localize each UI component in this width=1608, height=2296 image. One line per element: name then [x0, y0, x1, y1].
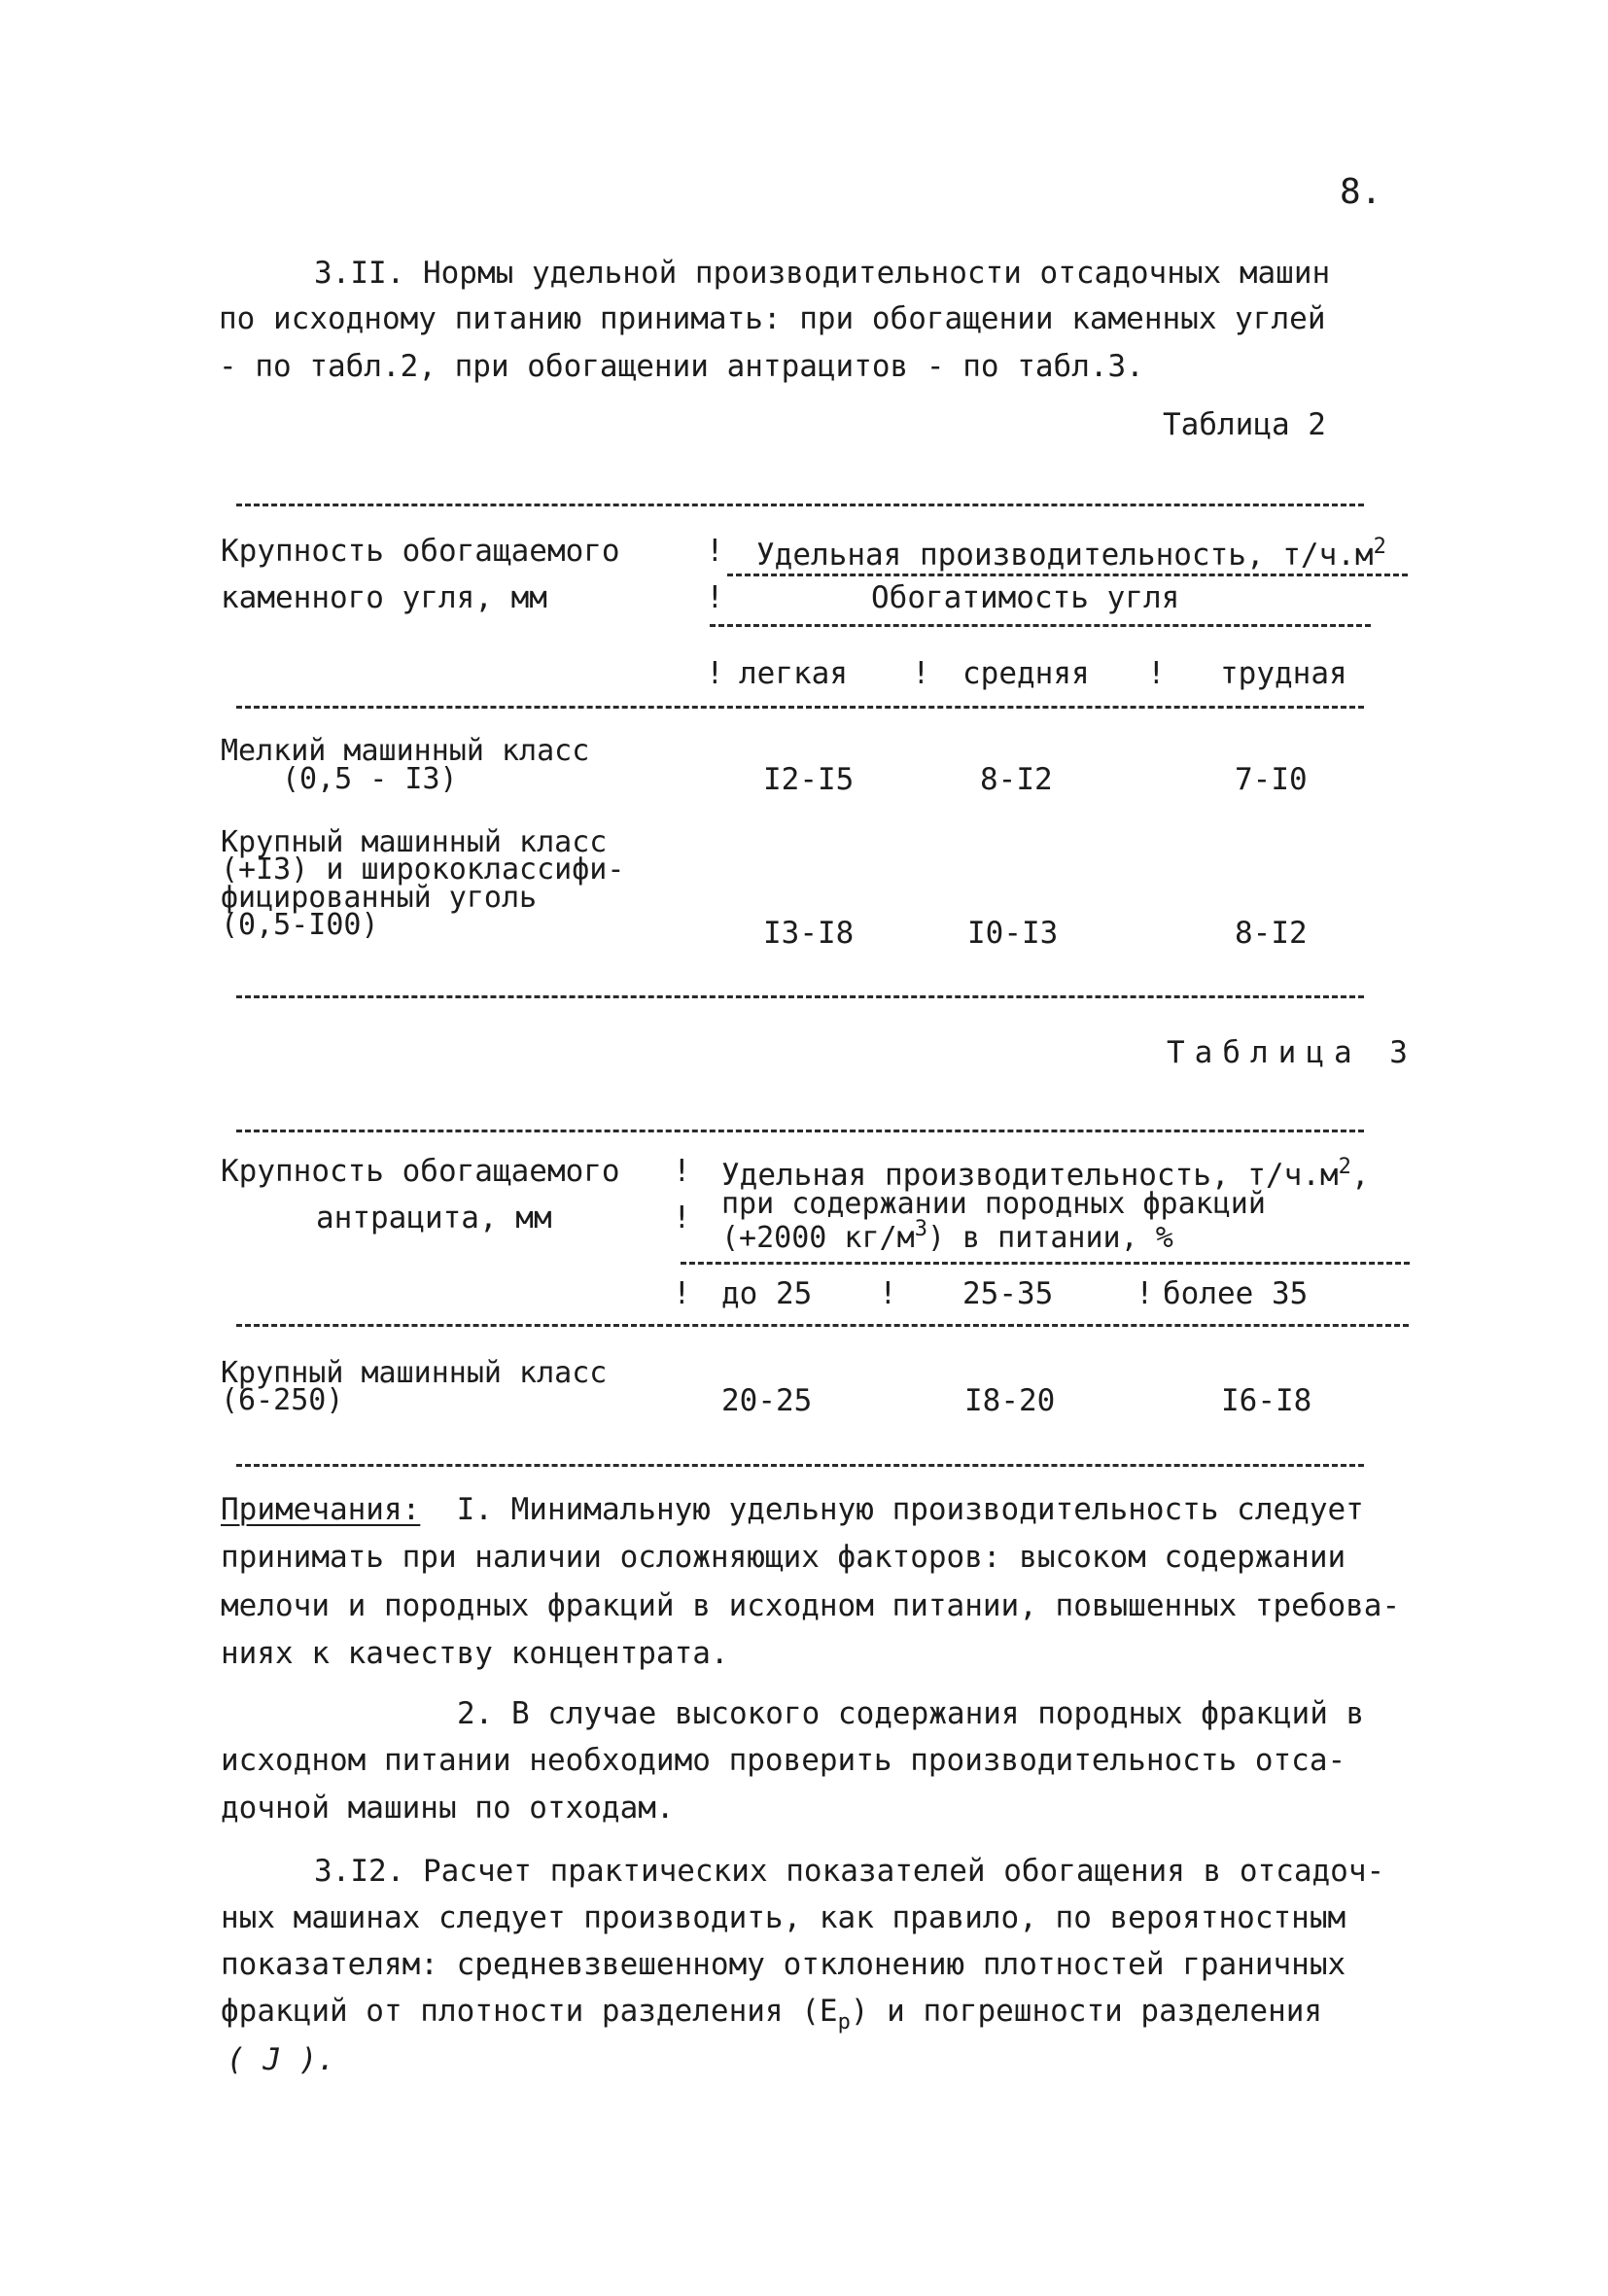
table-3-header-rule	[681, 1262, 1410, 1265]
table-2-row-2-label-line-1: Крупный машинный класс	[221, 825, 608, 859]
table-3-bottom-rule	[236, 1464, 1364, 1467]
table-2-bottom-rule	[236, 995, 1364, 998]
table-3-header-main-text: Удельная производительность, т/ч.м	[721, 1158, 1339, 1193]
table-2-column-separator: !	[1147, 656, 1166, 691]
table-3-column-separator: !	[673, 1276, 691, 1311]
table-3-header-main-superscript: 2	[1338, 1155, 1351, 1179]
paragraph-3-12-subscript: p	[837, 2010, 851, 2035]
table-2-header-rule	[727, 574, 1408, 576]
note-1-line-2: принимать при наличии осложняющих факторов: высоком содержании	[221, 1540, 1346, 1575]
note-2-line-2: исходном питании необходимо проверить производительность отса-	[221, 1743, 1346, 1778]
table-2-header-main	[756, 537, 1386, 571]
table-3-column-separator: !	[673, 1200, 691, 1235]
table-3-header-line-1: при содержании породных фракций	[721, 1187, 1266, 1221]
table-2-column-separator: !	[706, 534, 724, 569]
note-2-line-3: дочной машины по отходам.	[221, 1791, 675, 1826]
table-3-header-main	[721, 1157, 1369, 1191]
table-2-column-header-light: легкая	[739, 656, 848, 691]
table-3-row-1-value-over-35: I6-I8	[1221, 1383, 1312, 1418]
table-2-row-1-label-line-1: Мелкий машинный класс	[221, 734, 590, 768]
paragraph-3-12-line-4-pre: фракций от плотности разделения (E	[221, 1994, 838, 2029]
table-2-column-separator: !	[706, 580, 724, 615]
table-2-row-1-value-medium: 8-I2	[980, 762, 1053, 797]
table-3-column-separator: !	[1136, 1276, 1154, 1311]
table-3-header-bottom-rule	[236, 1324, 1409, 1327]
table-2-row-2-value-hard: 8-I2	[1235, 916, 1308, 951]
table-2-header-main-text: Удельная производительность, т/ч.м	[756, 538, 1374, 573]
paragraph-3-12-line-3: показателям: средневзвешенному отклонению плотностей граничных	[221, 1947, 1346, 1982]
table-3-column-separator: !	[673, 1154, 691, 1189]
table-2-row-1-value-hard: 7-I0	[1235, 762, 1308, 797]
table-2-header-bottom-rule	[236, 706, 1364, 709]
table-3-top-rule	[236, 1130, 1364, 1132]
table-3-header-main-tail: ,	[1350, 1158, 1370, 1193]
table-2-top-rule	[236, 504, 1364, 506]
table-2-row-2-label-line-2: (+I3) и ширококлассифи-	[221, 852, 625, 887]
table-3-header-line-2-text: (+2000 кг/м	[721, 1221, 915, 1255]
table-2-row-1-label-line-2: (0,5 - I3)	[282, 762, 458, 796]
table-3-row-1-value-up-to-25: 20-25	[721, 1383, 813, 1418]
table-3-column-separator: !	[879, 1276, 897, 1311]
table-2-header-left-line-1: Крупность обогащаемого	[221, 534, 620, 569]
table-2-row-2-label-line-3: фицированный уголь	[221, 881, 538, 915]
table-2-header-sub: Обогатимость угля	[871, 580, 1180, 615]
paragraph-3-11-line-2: по исходному питанию принимать: при обогащении каменных углей	[219, 301, 1326, 336]
table-3-header-line-2	[721, 1219, 1173, 1253]
paragraph-3-12-line-4-post: ) и погрешности разделения	[850, 1994, 1323, 2029]
table-2-row-2-label-line-4: (0,5-I00)	[221, 908, 379, 942]
notes-first-line	[221, 1492, 1364, 1527]
note-1-first-line: I. Минимальную удельную производительность следует	[456, 1492, 1364, 1527]
table-2-subheader-rule	[710, 624, 1371, 627]
table-3-header-line-2-tail: ) в питании, %	[926, 1221, 1173, 1255]
note-1-line-3: мелочи и породных фракций в исходном питании, повышенных требова-	[221, 1588, 1401, 1623]
notes-gap	[420, 1492, 456, 1527]
paragraph-3-11-line-3: - по табл.2, при обогащении антрацитов - по табл.3.	[219, 349, 1144, 384]
table-2-column-header-hard: трудная	[1220, 656, 1347, 691]
table-3-header-left-line-2: антрацита, мм	[316, 1200, 552, 1235]
note-1-line-4: ниях к качеству концентрата.	[221, 1636, 729, 1671]
table-3-header-left-line-1: Крупность обогащаемого	[221, 1154, 620, 1189]
table-3-column-header-25-35: 25-35	[962, 1276, 1054, 1311]
table-2-row-2-value-light: I3-I8	[763, 916, 855, 951]
table-3-header-line-2-superscript: 3	[914, 1217, 927, 1241]
table-2-column-separator: !	[912, 656, 930, 691]
page-number: 8.	[1340, 172, 1382, 212]
table-2-column-header-medium: средняя	[962, 656, 1090, 691]
table-3-column-header-over-35: более 35	[1163, 1276, 1309, 1311]
paragraph-3-12-line-1: 3.I2. Расчет практических показателей обогащения в отсадоч-	[314, 1854, 1385, 1889]
table-2-column-separator: !	[706, 656, 724, 691]
table-3-row-1-value-25-35: I8-20	[964, 1383, 1056, 1418]
paragraph-3-11-line-1: 3.II. Нормы удельной производительности отсадочных машин	[314, 256, 1331, 291]
table-2-header-main-superscript: 2	[1373, 535, 1386, 559]
notes-title: Примечания:	[221, 1492, 421, 1527]
table-2-header-left-line-2: каменного угля, мм	[221, 580, 547, 615]
paragraph-3-12-line-4	[221, 1994, 1323, 2035]
note-2-line-1: 2. В случае высокого содержания породных фракций в	[457, 1696, 1365, 1731]
table-3-row-1-label-line-2: (6-250)	[221, 1383, 344, 1417]
table-2-row-1-value-light: I2-I5	[763, 762, 855, 797]
table-3-caption: Таблица 3	[1167, 1035, 1417, 1070]
table-2-caption: Таблица 2	[1163, 407, 1326, 442]
table-3-column-header-up-to-25: до 25	[721, 1276, 813, 1311]
table-2-row-2-value-medium: I0-I3	[967, 916, 1059, 951]
paragraph-3-12-line-5: ( J ).	[227, 2042, 335, 2077]
paragraph-3-12-line-2: ных машинах следует производить, как правило, по вероятностным	[221, 1900, 1346, 1935]
table-3-row-1-label-line-1: Крупный машинный класс	[221, 1356, 608, 1390]
